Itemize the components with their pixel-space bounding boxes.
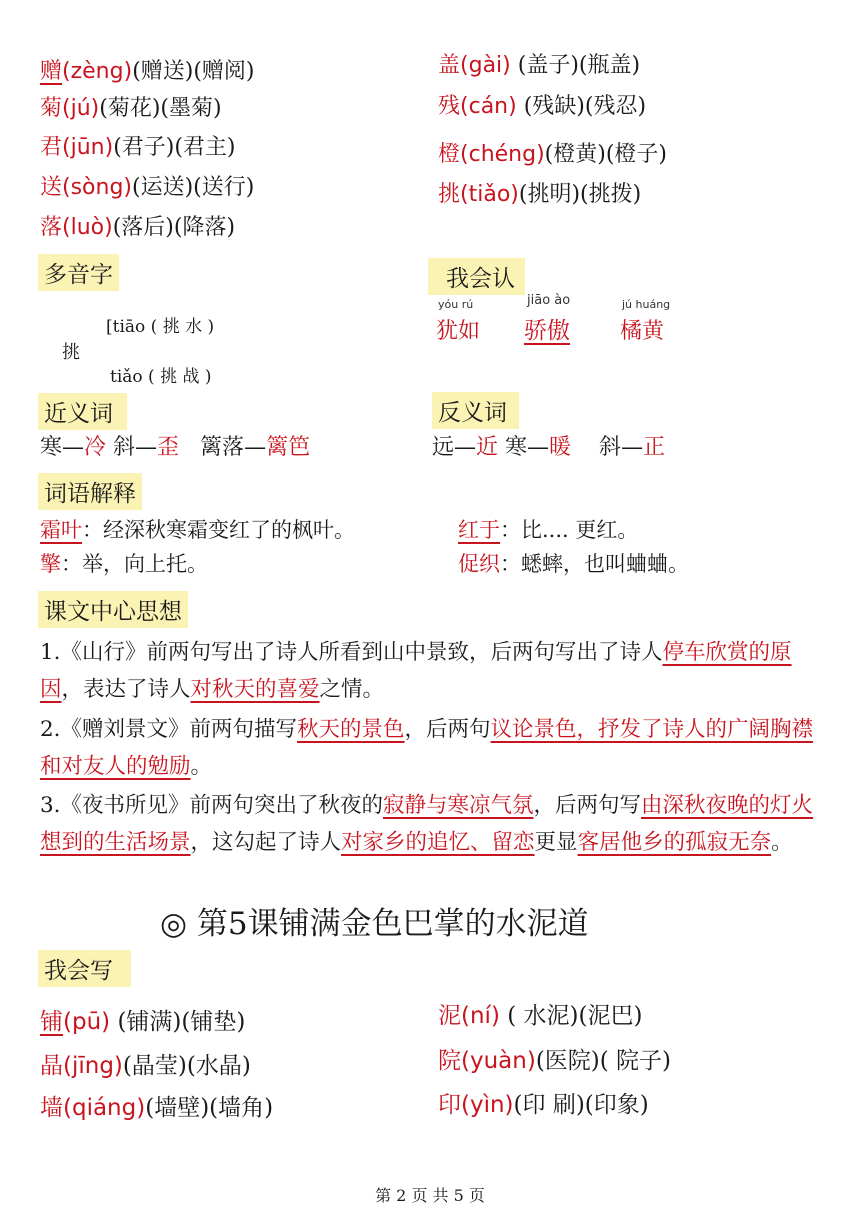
antonym-word: 暖 <box>549 435 572 460</box>
explanation-term: 擎 <box>40 552 61 576</box>
antonym-word: 正 <box>643 435 666 460</box>
explanation-term: 霜叶 <box>40 518 82 542</box>
vocab-row <box>438 89 646 120</box>
explanation-item <box>458 514 638 544</box>
vocab-words: (医院)( 院子) <box>535 1048 672 1074</box>
synonym-word: 歪 <box>157 435 180 460</box>
vocab-pinyin: (pū) <box>63 1009 111 1035</box>
synonym-word: 冷 <box>84 435 107 460</box>
para-highlight: 议论景色，抒发了诗人的广阔胸襟和对友人的勉励 <box>40 717 814 779</box>
vocab-words: (盖子)(瓶盖) <box>517 53 641 78</box>
vocab-words: (墙壁)(墙角) <box>145 1095 274 1121</box>
vocab-pinyin: (ní) <box>461 1003 500 1029</box>
recognize-pinyin: yóu rú <box>438 298 474 311</box>
vocab-char: 挑 <box>438 182 461 207</box>
polyphone-reading-2: tiǎo ( 挑 战 ) <box>110 367 212 387</box>
write-header: 我会写 <box>38 950 131 987</box>
vocab-char: 泥 <box>438 1003 461 1029</box>
vocab-pinyin: (qiáng) <box>63 1095 146 1121</box>
para-highlight: 对家乡的追忆、留恋 <box>341 830 535 855</box>
vocab-row <box>40 130 236 161</box>
vocab-char: 铺 <box>40 1009 63 1035</box>
explanation-def: ：举，向上托。 <box>61 552 208 576</box>
synonym-word: 寒 <box>40 435 63 460</box>
vocab-char: 赠 <box>40 59 63 84</box>
recognize-word: 骄傲 <box>524 318 570 344</box>
explanation-item <box>40 514 355 544</box>
synonym-word: 篱落 <box>200 435 245 460</box>
vocab-row <box>438 997 642 1030</box>
vocab-pinyin: (gài) <box>460 53 511 78</box>
explanation-def: ：蟋蟀，也叫蛐蛐。 <box>500 552 689 576</box>
explanation-item <box>40 548 208 578</box>
vocab-row <box>40 1003 245 1036</box>
vocab-words: (赠送)(赠阅) <box>132 59 255 84</box>
explanation-term: 促织 <box>458 552 500 576</box>
explanations-header: 词语解释 <box>38 473 142 510</box>
vocab-row <box>40 54 255 85</box>
vocab-words: (菊花)(墨菊) <box>99 96 222 121</box>
para-text: ，表达了诗人 <box>61 677 191 702</box>
vocab-row <box>40 170 254 201</box>
vocab-char: 印 <box>438 1092 461 1118</box>
vocab-words: (君子)(君主) <box>113 135 236 160</box>
vocab-char: 墙 <box>40 1095 63 1121</box>
para-text: ，后两句写 <box>533 793 642 818</box>
para-text: 。 <box>771 830 793 855</box>
para-highlight: 停车欣赏的原因 <box>40 640 792 702</box>
vocab-char: 盖 <box>438 53 461 78</box>
vocab-words: (橙黄)(橙子) <box>544 142 668 167</box>
central-idea-paragraph-1 <box>40 634 820 708</box>
vocab-row <box>40 210 235 241</box>
para-text: 3.《夜书所见》前两句突出了秋夜的 <box>40 793 384 818</box>
vocab-words: (晶莹)(水晶) <box>122 1053 251 1079</box>
explanation-item <box>458 548 689 578</box>
page-footer: 第 2 页 共 5 页 <box>375 1186 485 1205</box>
para-highlight: 客居他乡的孤寂无奈 <box>577 830 772 855</box>
vocab-char: 橙 <box>438 142 461 167</box>
para-highlight: 秋天的景色 <box>297 717 405 742</box>
para-text: 2.《赠刘景文》前两句描写 <box>40 717 298 742</box>
vocab-row <box>438 137 667 168</box>
vocab-row <box>40 91 222 122</box>
vocab-pinyin: (sòng) <box>62 175 133 200</box>
vocab-char: 送 <box>40 175 63 200</box>
synonym-word: 篱笆 <box>266 435 311 460</box>
para-text: 。 <box>190 754 213 779</box>
vocab-words: (残缺)(残忍) <box>523 94 647 119</box>
vocab-words: (挑明)(挑拨) <box>518 182 642 207</box>
vocab-pinyin: (cán) <box>460 94 517 119</box>
central-idea-paragraph-3 <box>40 787 820 861</box>
para-text: 更显 <box>534 830 578 855</box>
vocab-pinyin: (zèng) <box>62 59 133 84</box>
vocab-words: (落后)(降落) <box>112 215 236 240</box>
antonym-word: 近 <box>476 435 499 460</box>
vocab-char: 落 <box>40 215 63 240</box>
vocab-pinyin: (jūn) <box>62 135 114 160</box>
para-highlight: 由深秋夜晚的灯火想到的生活场景 <box>40 793 814 855</box>
vocab-words: ( 水泥)(泥巴) <box>507 1003 643 1029</box>
synonym-word: 斜 <box>113 435 136 460</box>
antonyms-header: 反义词 <box>432 392 519 429</box>
para-text: 1.《山行》前两句写出了诗人所看到山中景致，后两句写出了诗人 <box>40 640 663 665</box>
synonym-pairs: 寒—冷 斜—歪 篱落—篱笆 <box>40 435 311 460</box>
recognize-word: 犹如 <box>436 319 481 344</box>
recognize-header: 我会认 <box>428 258 525 295</box>
explanation-def: ：比.... 更红。 <box>500 518 639 542</box>
para-text: 之情。 <box>319 677 385 702</box>
polyphone-header: 多音字 <box>38 254 119 291</box>
vocab-char: 菊 <box>40 96 63 121</box>
vocab-pinyin: (chéng) <box>460 142 545 167</box>
central-idea-paragraph-2 <box>40 711 820 785</box>
explanation-def: ：经深秋寒霜变红了的枫叶。 <box>82 518 355 542</box>
recognize-word: 橘黄 <box>620 319 665 344</box>
vocab-pinyin: (yuàn) <box>461 1048 536 1074</box>
vocab-pinyin: (tiǎo) <box>460 182 519 207</box>
lesson-title: ◎ 第5课铺满金色巴掌的水泥道 <box>160 906 589 942</box>
vocab-row <box>40 1047 251 1080</box>
vocab-char: 君 <box>40 135 63 160</box>
vocab-row <box>40 1089 273 1122</box>
central-idea-header: 课文中心思想 <box>38 591 188 628</box>
vocab-words: (印 刷)(印象) <box>513 1092 649 1118</box>
recognize-pinyin: jiāo ào <box>527 293 571 308</box>
vocab-words: (运送)(送行) <box>132 175 255 200</box>
antonym-pairs: 远—近 寒—暖 斜—正 <box>432 435 666 460</box>
antonym-word: 远 <box>432 435 455 460</box>
synonyms-header: 近义词 <box>38 393 127 430</box>
para-highlight: 寂静与寒凉气氛 <box>383 793 534 818</box>
vocab-row <box>438 177 641 208</box>
vocab-pinyin: (jīng) <box>63 1053 123 1079</box>
para-text: ，这勾起了诗人 <box>190 830 342 855</box>
vocab-char: 残 <box>438 94 461 119</box>
recognize-pinyin: jú huáng <box>622 298 671 311</box>
vocab-row <box>438 1042 671 1075</box>
vocab-words: (铺满)(铺垫) <box>117 1009 246 1035</box>
vocab-pinyin: (jú) <box>62 96 100 121</box>
vocab-char: 院 <box>438 1048 461 1074</box>
vocab-char: 晶 <box>40 1053 63 1079</box>
polyphone-char: 挑 <box>62 342 80 363</box>
para-text: ，后两句 <box>404 717 491 742</box>
vocab-row <box>438 48 640 79</box>
explanation-term: 红于 <box>458 518 500 542</box>
vocab-pinyin: (luò) <box>62 215 113 240</box>
antonym-word: 斜 <box>599 435 622 460</box>
antonym-word: 寒 <box>505 435 528 460</box>
vocab-row <box>438 1086 649 1119</box>
polyphone-reading-1: [tiāo ( 挑 水 ) <box>106 317 215 337</box>
vocab-pinyin: (yìn) <box>461 1092 514 1118</box>
para-highlight: 对秋天的喜爱 <box>190 677 320 702</box>
